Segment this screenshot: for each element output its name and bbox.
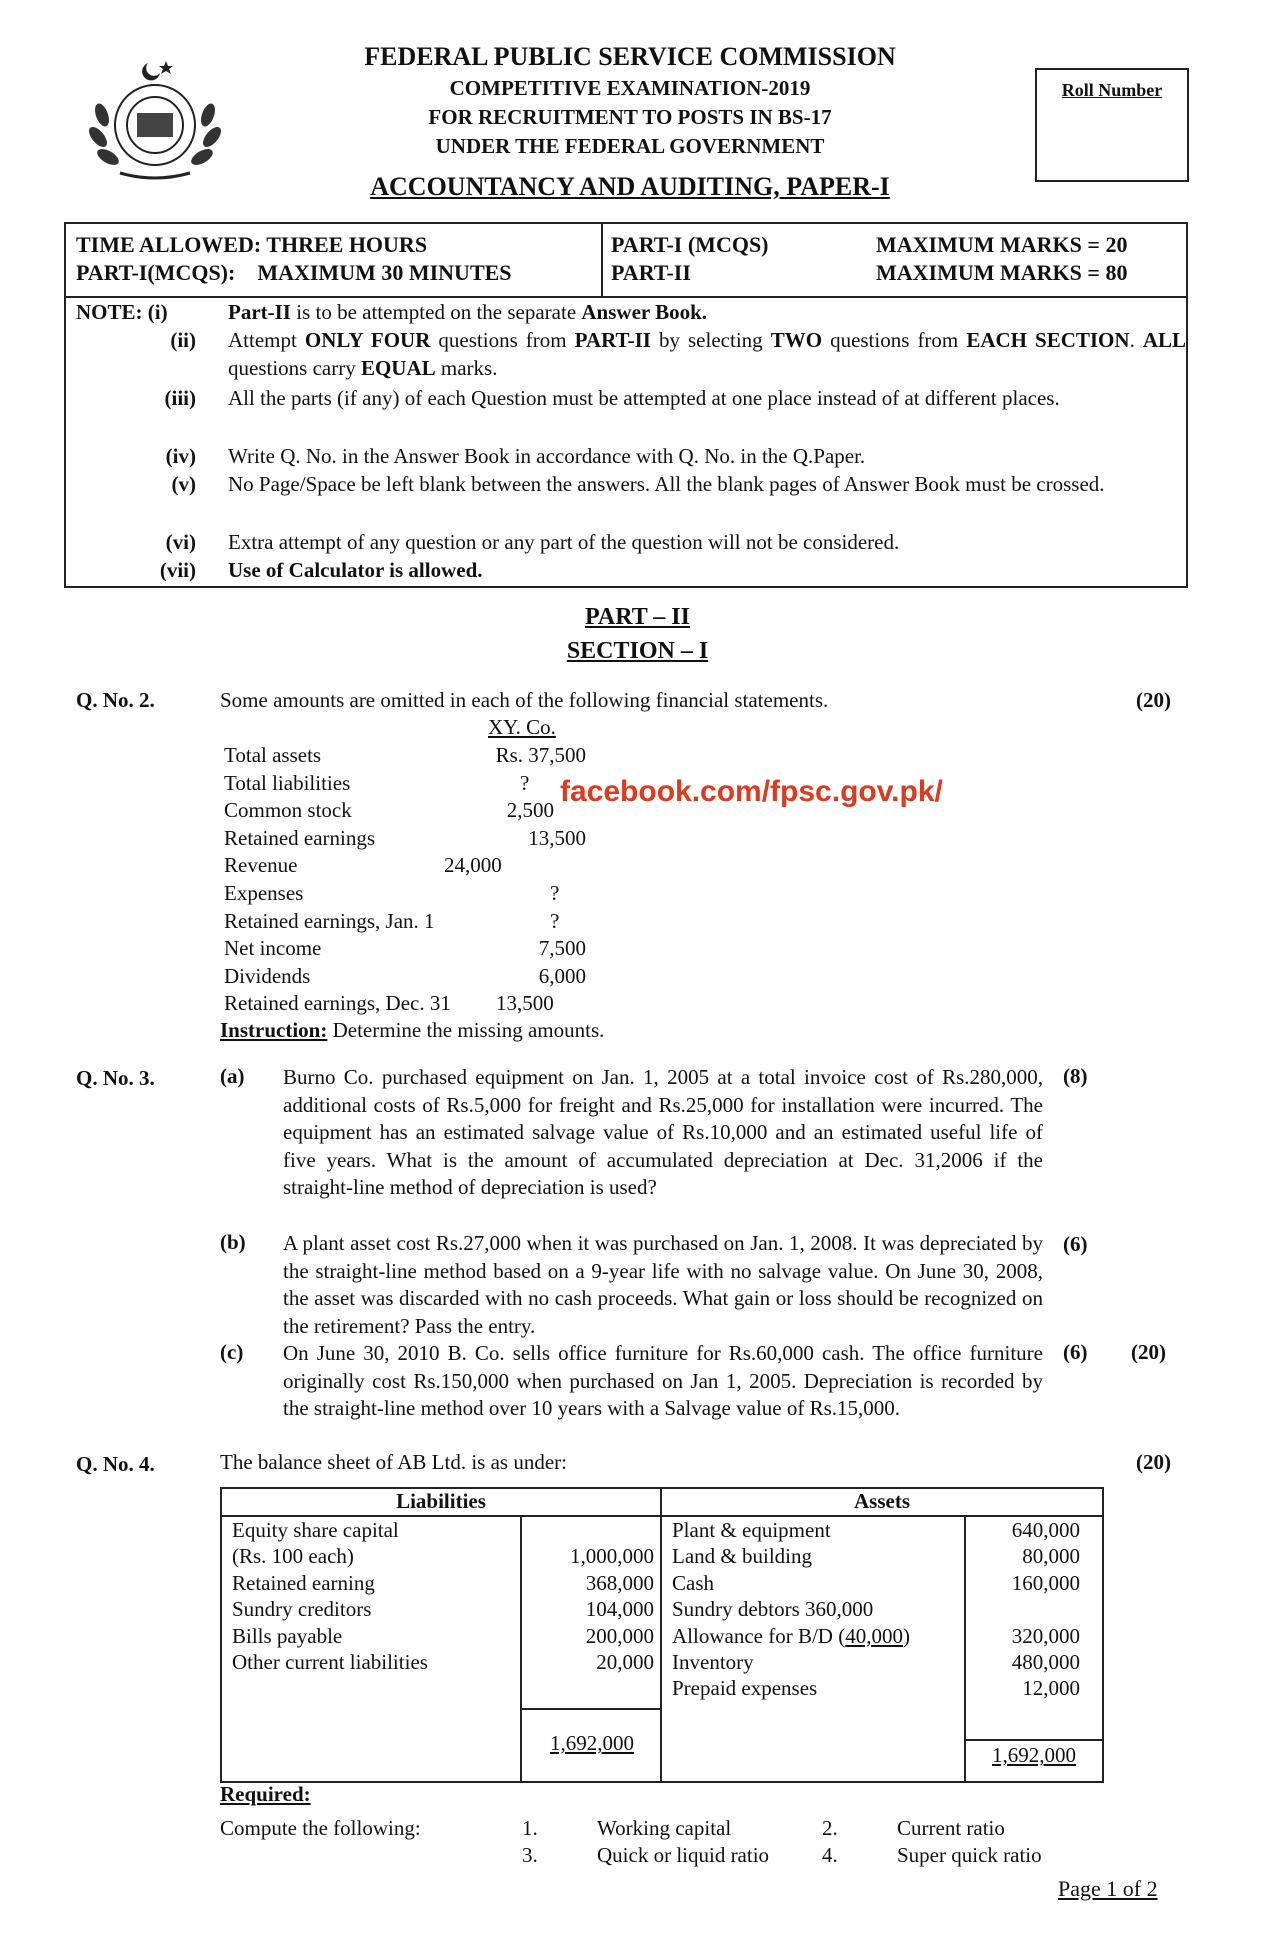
- q3a-id: (a): [220, 1064, 245, 1088]
- fs-row: Common stock 2,500: [224, 798, 554, 823]
- q4-marks: (20): [1136, 1450, 1171, 1474]
- liability-value: 20,000: [596, 1650, 654, 1675]
- fs-row: Retained earnings 13,500: [224, 825, 586, 850]
- required-item: Working capital: [597, 1816, 732, 1840]
- asset-row: Allowance for B/D (40,000): [672, 1623, 910, 1648]
- fs-row: Dividends 6,000: [224, 963, 586, 988]
- liabilities-values: [522, 1517, 654, 1675]
- assets-values: [966, 1517, 1080, 1702]
- q3-total-marks: (20): [1131, 1340, 1166, 1364]
- q3a-marks: (8): [1063, 1064, 1088, 1088]
- time-allowed: TIME ALLOWED: THREE HOURS: [76, 232, 428, 257]
- q4-intro: The balance sheet of AB Ltd. is as under:: [220, 1450, 567, 1474]
- liability-value: 200,000: [585, 1623, 654, 1648]
- liability-row: Equity share capital: [232, 1518, 399, 1542]
- required-item-num: 2.: [822, 1816, 838, 1840]
- asset-value: 160,000: [1011, 1570, 1080, 1595]
- liabilities-header: Liabilities: [396, 1489, 486, 1513]
- asset-value: 640,000: [1011, 1518, 1080, 1542]
- q2-intro: Some amounts are omitted in each of the following financial statements.: [220, 688, 829, 712]
- asset-value: 320,000: [1011, 1623, 1080, 1648]
- compute-label: Compute the following:: [220, 1816, 421, 1840]
- section-title: SECTION – I: [566, 638, 709, 664]
- liability-row: (Rs. 100 each): [232, 1544, 354, 1569]
- asset-row: Sundry debtors 360,000: [672, 1597, 874, 1622]
- assets-total: 1,692,000: [992, 1743, 1076, 1767]
- fs-row: Retained earnings, Jan. 1 ?: [224, 908, 560, 933]
- facebook-watermark: facebook.com/fpsc.gov.pk/: [560, 775, 943, 808]
- liability-value: [522, 1517, 654, 1543]
- part1-marks: MAXIMUM MARKS = 20: [876, 232, 1128, 257]
- asset-value: 12,000: [1022, 1676, 1080, 1701]
- liability-value: 368,000: [585, 1570, 654, 1595]
- liability-row: Bills payable: [232, 1623, 343, 1648]
- q4-label: Q. No. 4.: [76, 1452, 155, 1476]
- fs-row: Net income 7,500: [224, 936, 586, 961]
- fs-row: Total assets Rs. 37,500: [224, 743, 586, 767]
- required-label: Required:: [220, 1782, 311, 1806]
- liability-row: Other current liabilities: [232, 1650, 428, 1675]
- recruitment-line: FOR RECRUITMENT TO POSTS IN BS-17: [428, 105, 832, 129]
- q3b-id: (b): [220, 1230, 246, 1254]
- exam-title: COMPETITIVE EXAMINATION-2019: [449, 76, 811, 100]
- asset-row: Inventory: [672, 1650, 754, 1675]
- government-line: UNDER THE FEDERAL GOVERNMENT: [435, 134, 825, 158]
- required-item: Super quick ratio: [897, 1843, 1042, 1867]
- q3-label: Q. No. 3.: [76, 1066, 155, 1090]
- liabilities-total: 1,692,000: [550, 1731, 634, 1755]
- balance-sheet-table: [220, 1487, 1104, 1783]
- q3c-marks: (6): [1063, 1340, 1088, 1364]
- asset-row: Land & building: [672, 1544, 812, 1569]
- note-item: (iii) All the parts (if any) of each Question must be attempted at one place instead of at different places.: [164, 386, 1060, 410]
- note-item: (ii) Attempt ONLY FOUR questions from PART-II by selecting TWO questions from EACH SECTION. ALL questions carry EQUAL marks.: [170, 328, 1187, 380]
- paper-title: ACCOUNTANCY AND AUDITING, PAPER-I: [370, 172, 890, 201]
- required-item-num: 1.: [522, 1816, 538, 1840]
- q2-label: Q. No. 2.: [76, 688, 155, 712]
- fs-row: Retained earnings, Dec. 31 13,500: [224, 991, 554, 1016]
- asset-value: 480,000: [1011, 1650, 1080, 1675]
- note-label: NOTE: (i): [76, 300, 168, 324]
- required-item: Current ratio: [897, 1816, 1005, 1840]
- asset-row: Prepaid expenses: [672, 1676, 818, 1701]
- asset-row: Plant & equipment: [672, 1518, 831, 1542]
- assets-header: Assets: [854, 1489, 910, 1513]
- q3b-marks: (6): [1063, 1232, 1088, 1256]
- roll-number-label: Roll Number: [1061, 80, 1163, 100]
- mcq-time: PART-I(MCQS): MAXIMUM 30 MINUTES: [76, 260, 512, 285]
- instructions-box: TIME ALLOWED: THREE HOURS PART-I(MCQS): MAXIMUM 30 MINUTES PART-I (MCQS) PART-II MAXIMUM MARKS = 20 MAXIMUM MARKS = 80 NOTE: (i) Part-II is to be attempted on the separate Answer Book. (ii) Attempt ONLY FOUR questions from PART-II by selecting TWO questions from EACH SECTION. ALL questions carry EQUAL marks. (iii) All the parts (if any) of each Question must be attempted at one place instead of at different places. (iv) Write Q. No. in the Answer Book in accordance with Q. No. in the Q.Paper. (v) No Page/Space be left blank between the answers. All the blank pages of Answer Book must be crossed. (vi) Extra attempt of any question or any part of the question will not be considered. (vii) Use of Calculator is allowed.: [64, 222, 1188, 588]
- required-item-num: 3.: [522, 1843, 538, 1867]
- fs-row: Expenses ?: [224, 880, 560, 905]
- liability-value: 104,000: [585, 1597, 654, 1622]
- commission-title: FEDERAL PUBLIC SERVICE COMMISSION: [364, 42, 896, 71]
- note-item: (v) No Page/Space be left blank between the answers. All the blank pages of Answer Book must be crossed.: [171, 472, 1105, 496]
- required-item-num: 4.: [822, 1843, 838, 1867]
- liability-row: Sundry creditors: [232, 1597, 372, 1622]
- note-item: NOTE: (i) Part-II is to be attempted on the separate Answer Book.: [76, 300, 708, 324]
- fs-row: Total liabilities ?: [224, 770, 530, 795]
- part-title: PART – II: [585, 604, 690, 630]
- part1-label: PART-I (MCQS): [611, 232, 769, 257]
- liability-row: Retained earning: [232, 1570, 375, 1595]
- q2-marks: (20): [1136, 688, 1171, 712]
- part2-label: PART-II: [611, 260, 691, 285]
- q3b-text: A plant asset cost Rs.27,000 when it was purchased on Jan. 1, 2008. It was depreciated by the straight-line method based on a 9-year life with no salvage value. On June 30, 2008, the asset was discarded with no cash proceeds. What gain or loss should be recognized on the retirement? Pass the entry.: [283, 1231, 1043, 1338]
- q3a-text: Burno Co. purchased equipment on Jan. 1, 2005 at a total invoice cost of Rs.280,000, additional costs of Rs.5,000 for freight and Rs.25,000 for installation were incurred. The equipment has an estimated salvage value of Rs.10,000 and an estimated useful life of five years. What is the amount of accumulated depreciation at Dec. 31,2006 if the straight-line method of depreciation is used?: [283, 1065, 1043, 1199]
- roll-number-box[interactable]: [1035, 68, 1189, 182]
- liabilities-labels: [232, 1517, 428, 1675]
- fs-row: Revenue 24,000: [224, 853, 502, 878]
- liability-value: 1,000,000: [570, 1544, 654, 1569]
- page-number: Page 1 of 2: [1058, 1876, 1158, 1901]
- fpsc-seal-logo: [80, 55, 230, 185]
- part2-marks: MAXIMUM MARKS = 80: [876, 260, 1128, 285]
- asset-value: 80,000: [1022, 1544, 1080, 1569]
- asset-value: [966, 1596, 1080, 1622]
- assets-labels: [672, 1517, 910, 1702]
- q3c-id: (c): [220, 1340, 244, 1364]
- q2-instruction: Instruction: Determine the missing amounts.: [220, 1018, 605, 1042]
- q2-company: XY. Co.: [488, 715, 556, 739]
- q3c-text: On June 30, 2010 B. Co. sells office furniture for Rs.60,000 cash. The office furniture originally cost Rs.150,000 when purchased on Jan 1, 2005. Depreciation is recorded by the straight-line method over 10 years with a Salvage value of Rs.15,000.: [283, 1341, 1043, 1420]
- financial-statement: [224, 742, 594, 1018]
- required-item: Quick or liquid ratio: [597, 1843, 770, 1867]
- asset-row: Cash: [672, 1570, 714, 1595]
